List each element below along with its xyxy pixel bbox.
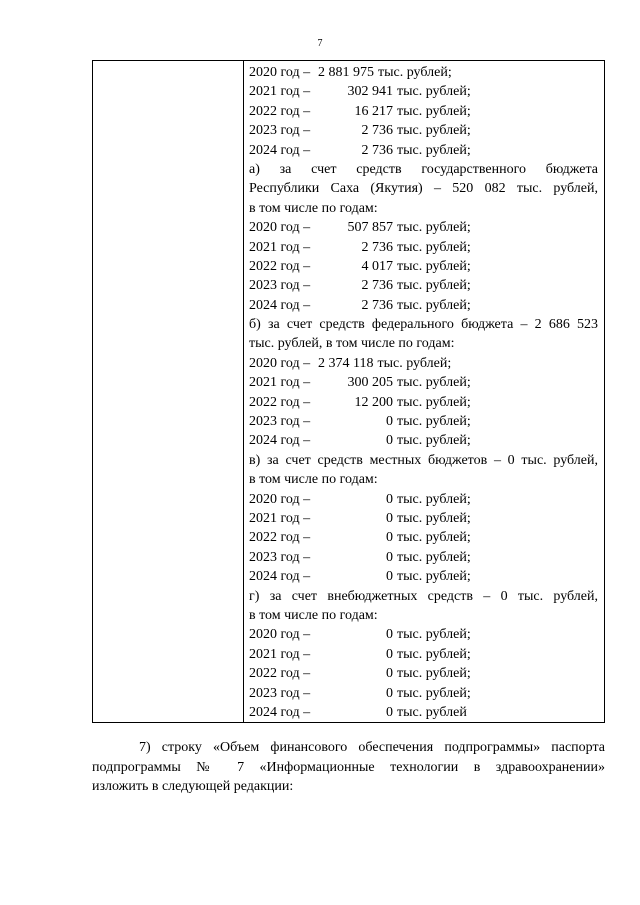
year-label: 2020 год – bbox=[249, 491, 311, 507]
funding-year-line bbox=[249, 238, 598, 257]
year-unit: тыс. рублей; bbox=[397, 297, 471, 313]
funding-text-line: в том числе по годам: bbox=[249, 472, 378, 488]
year-label: 2024 год – bbox=[249, 142, 311, 158]
year-label: 2020 год – bbox=[249, 65, 311, 80]
year-unit: тыс. рублей; bbox=[397, 510, 471, 526]
year-amount: 4 017 bbox=[361, 258, 393, 274]
year-label: 2024 год – bbox=[249, 433, 311, 449]
funding-year-line bbox=[249, 490, 598, 509]
year-label: 2024 год – bbox=[249, 704, 311, 720]
year-unit: тыс. рублей; bbox=[397, 491, 471, 507]
funding-year-line bbox=[249, 276, 598, 295]
funding-year-line bbox=[249, 412, 598, 431]
funding-text-line: в том числе по годам: bbox=[249, 607, 378, 623]
paragraph-line: изложить в следующей редакции: bbox=[92, 779, 294, 794]
year-label: 2023 год – bbox=[249, 414, 311, 430]
page-number: 7 bbox=[317, 38, 323, 49]
year-unit: тыс. рублей; bbox=[397, 375, 471, 391]
year-label: 2022 год – bbox=[249, 530, 311, 546]
funding-year-line bbox=[249, 63, 598, 82]
year-unit: тыс. рублей; bbox=[397, 666, 471, 682]
funding-year-line bbox=[249, 102, 598, 121]
year-unit: тыс. рублей; bbox=[377, 355, 452, 371]
funding-text-line: г) за счет внебюджетных средств – 0 тыс. рублей, bbox=[249, 588, 598, 604]
year-label: 2024 год – bbox=[249, 569, 311, 585]
funding-text-line: б) за счет средств федерального бюджета – 2 686 523 bbox=[249, 317, 598, 333]
year-amount: 2 374 118 bbox=[318, 355, 374, 371]
funding-year-line bbox=[249, 354, 598, 373]
year-unit: тыс. рублей; bbox=[397, 549, 471, 565]
year-label: 2021 год – bbox=[249, 239, 311, 255]
year-unit: тыс. рублей; bbox=[397, 142, 471, 158]
year-amount: 0 bbox=[386, 646, 393, 662]
year-unit: тыс. рублей; bbox=[397, 258, 471, 274]
year-amount: 12 200 bbox=[354, 394, 393, 410]
year-unit: тыс. рублей; bbox=[397, 239, 471, 255]
year-label: 2021 год – bbox=[249, 375, 311, 391]
funding-year-line bbox=[249, 296, 598, 315]
funding-year-line bbox=[249, 82, 598, 101]
year-label: 2023 год – bbox=[249, 685, 311, 701]
funding-year-line bbox=[249, 625, 598, 644]
year-label: 2022 год – bbox=[249, 666, 311, 682]
funding-year-line bbox=[249, 645, 598, 664]
year-label: 2022 год – bbox=[249, 258, 311, 274]
year-label: 2022 год – bbox=[249, 394, 311, 410]
year-amount: 0 bbox=[386, 491, 393, 507]
funding-year-line bbox=[249, 703, 598, 722]
year-unit: тыс. рублей; bbox=[378, 65, 452, 80]
year-label: 2021 год – bbox=[249, 84, 311, 100]
year-label: 2020 год – bbox=[249, 220, 311, 236]
table-row bbox=[93, 61, 605, 723]
year-label: 2021 год – bbox=[249, 646, 311, 662]
funding-year-line bbox=[249, 121, 598, 140]
year-amount: 0 bbox=[386, 414, 393, 430]
year-amount: 0 bbox=[386, 433, 393, 449]
funding-text-line: Республики Саха (Якутия) – 520 082 тыс. рублей, bbox=[249, 181, 598, 197]
funding-text-line: в) за счет средств местных бюджетов – 0 тыс. рублей, bbox=[249, 452, 598, 468]
year-unit: тыс. рублей bbox=[397, 704, 467, 720]
year-label: 2023 год – bbox=[249, 278, 311, 294]
year-amount: 2 736 bbox=[361, 297, 393, 313]
year-amount: 2 736 bbox=[361, 142, 393, 158]
funding-year-line bbox=[249, 509, 598, 528]
funding-year-line bbox=[249, 548, 598, 567]
year-amount: 0 bbox=[386, 704, 393, 720]
funding-year-line bbox=[249, 528, 598, 547]
year-amount: 2 881 975 bbox=[318, 65, 374, 80]
year-amount: 0 bbox=[386, 549, 393, 565]
year-unit: тыс. рублей; bbox=[397, 414, 471, 430]
year-unit: тыс. рублей; bbox=[397, 220, 471, 236]
year-label: 2023 год – bbox=[249, 123, 311, 139]
year-unit: тыс. рублей; bbox=[397, 84, 471, 100]
year-amount: 0 bbox=[386, 569, 393, 585]
table-content-cell bbox=[244, 61, 605, 723]
funding-year-line bbox=[249, 684, 598, 703]
year-label: 2020 год – bbox=[249, 355, 311, 371]
year-label: 2024 год – bbox=[249, 297, 311, 313]
year-amount: 2 736 bbox=[361, 123, 393, 139]
funding-year-line bbox=[249, 567, 598, 586]
year-amount: 16 217 bbox=[354, 103, 393, 119]
funding-text-line: а) за счет средств государственного бюджета bbox=[249, 161, 598, 177]
year-amount: 0 bbox=[386, 510, 393, 526]
year-unit: тыс. рублей; bbox=[397, 685, 471, 701]
year-unit: тыс. рублей; bbox=[397, 103, 471, 119]
body-paragraph bbox=[92, 738, 605, 797]
funding-year-line bbox=[249, 393, 598, 412]
funding-text-line: тыс. рублей, в том числе по годам: bbox=[249, 336, 455, 352]
year-label: 2023 год – bbox=[249, 549, 311, 565]
year-unit: тыс. рублей; bbox=[397, 530, 471, 546]
year-amount: 0 bbox=[386, 685, 393, 701]
table-label-cell bbox=[93, 61, 244, 723]
budget-table bbox=[92, 60, 605, 723]
paragraph-line: 7) строку «Объем финансового обеспечения подпрограммы» паспорта bbox=[139, 740, 605, 755]
year-unit: тыс. рублей; bbox=[397, 627, 471, 643]
year-unit: тыс. рублей; bbox=[397, 646, 471, 662]
funding-year-line bbox=[249, 218, 598, 237]
funding-year-line bbox=[249, 257, 598, 276]
funding-year-line bbox=[249, 141, 598, 160]
year-amount: 507 857 bbox=[347, 220, 393, 236]
year-amount: 302 941 bbox=[347, 84, 393, 100]
funding-year-line bbox=[249, 664, 598, 683]
year-label: 2022 год – bbox=[249, 103, 311, 119]
year-amount: 300 205 bbox=[347, 375, 393, 391]
year-amount: 2 736 bbox=[361, 278, 393, 294]
year-unit: тыс. рублей; bbox=[397, 433, 471, 449]
year-unit: тыс. рублей; bbox=[397, 394, 471, 410]
paragraph-line: подпрограммы № 7 «Информационные технологии в здравоохранении» bbox=[92, 759, 605, 775]
year-label: 2020 год – bbox=[249, 627, 311, 643]
year-amount: 0 bbox=[386, 530, 393, 546]
year-label: 2021 год – bbox=[249, 510, 311, 526]
year-amount: 2 736 bbox=[361, 239, 393, 255]
funding-year-line bbox=[249, 431, 598, 450]
year-amount: 0 bbox=[386, 666, 393, 682]
funding-text-line: в том числе по годам: bbox=[249, 200, 378, 216]
year-unit: тыс. рублей; bbox=[397, 569, 471, 585]
year-unit: тыс. рублей; bbox=[397, 278, 471, 294]
funding-year-line bbox=[249, 373, 598, 392]
year-amount: 0 bbox=[386, 627, 393, 643]
year-unit: тыс. рублей; bbox=[397, 123, 471, 139]
